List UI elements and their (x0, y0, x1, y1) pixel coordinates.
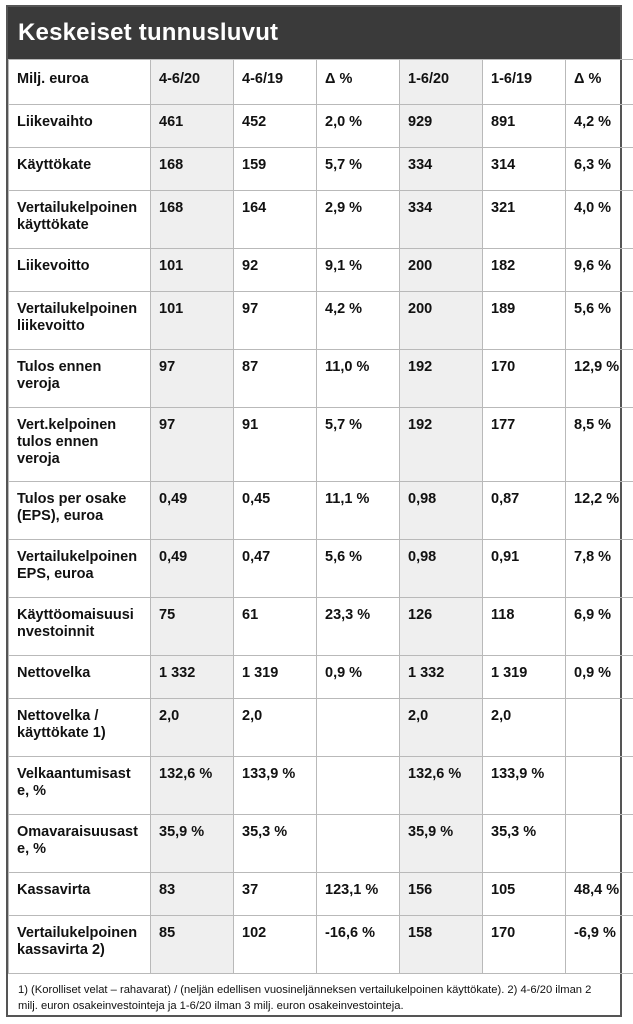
row-label: Käyttökate (9, 148, 151, 191)
table-cell: 2,0 (483, 699, 566, 757)
table-cell: 321 (483, 191, 566, 249)
table-cell (566, 699, 633, 757)
table-cell: 182 (483, 249, 566, 292)
table-cell: 11,0 % (317, 350, 400, 408)
table-cell: 891 (483, 105, 566, 148)
table-cell (317, 815, 400, 873)
table-row (9, 598, 633, 656)
header-cell: 4-6/19 (234, 60, 317, 105)
header-cell: Milj. euroa (9, 60, 151, 105)
table-cell: 5,7 % (317, 148, 400, 191)
table-cell (566, 757, 633, 815)
table-cell: 192 (400, 350, 483, 408)
table-cell: 164 (234, 191, 317, 249)
table-cell: 5,7 % (317, 408, 400, 482)
table-cell: 0,9 % (566, 656, 633, 699)
table-cell: 2,9 % (317, 191, 400, 249)
table-cell: 75 (151, 598, 234, 656)
table-cell: 156 (400, 873, 483, 916)
table-cell: 1 332 (151, 656, 234, 699)
table-cell: 83 (151, 873, 234, 916)
table-cell: 1 332 (400, 656, 483, 699)
table-row (9, 873, 633, 916)
table-cell: 5,6 % (566, 292, 633, 350)
table-cell: 168 (151, 191, 234, 249)
row-label: Nettovelka / käyttökate 1) (9, 699, 151, 757)
table-row (9, 148, 633, 191)
table-cell: 1 319 (483, 656, 566, 699)
table-cell: 0,91 (483, 540, 566, 598)
table-cell: 85 (151, 916, 234, 974)
table-cell: 334 (400, 191, 483, 249)
table-cell: 9,1 % (317, 249, 400, 292)
table-cell: 314 (483, 148, 566, 191)
table-cell: 87 (234, 350, 317, 408)
table-cell: 168 (151, 148, 234, 191)
table-cell: 118 (483, 598, 566, 656)
row-label: Omavaraisuusast e, % (9, 815, 151, 873)
table-row (9, 105, 633, 148)
table-row (9, 292, 633, 350)
table-cell: 6,9 % (566, 598, 633, 656)
table-cell: 102 (234, 916, 317, 974)
table-cell: 12,2 % (566, 482, 633, 540)
table-cell (566, 815, 633, 873)
table-cell: 105 (483, 873, 566, 916)
table-cell: 0,49 (151, 482, 234, 540)
table-cell: 97 (234, 292, 317, 350)
key-figures-table (8, 59, 633, 974)
row-label: Vert.kelpoinen tulos ennen veroja (9, 408, 151, 482)
table-cell: 12,9 % (566, 350, 633, 408)
table-cell: 0,47 (234, 540, 317, 598)
table-cell: 2,0 (234, 699, 317, 757)
table-cell: 133,9 % (234, 757, 317, 815)
table-cell: 334 (400, 148, 483, 191)
table-cell: 126 (400, 598, 483, 656)
table-cell: 123,1 % (317, 873, 400, 916)
table-row (9, 540, 633, 598)
header-cell: Δ % (317, 60, 400, 105)
table-cell: 35,9 % (151, 815, 234, 873)
row-label: Käyttöomaisuusi nvestoinnit (9, 598, 151, 656)
table-cell: 101 (151, 292, 234, 350)
table-cell: 929 (400, 105, 483, 148)
table-row (9, 191, 633, 249)
table-cell: 0,45 (234, 482, 317, 540)
table-cell: 9,6 % (566, 249, 633, 292)
table-cell: 170 (483, 350, 566, 408)
table-row (9, 916, 633, 974)
header-row (9, 60, 633, 105)
table-cell: 7,8 % (566, 540, 633, 598)
table-cell: 0,49 (151, 540, 234, 598)
table-cell: 101 (151, 249, 234, 292)
table-cell (317, 757, 400, 815)
table-cell: 132,6 % (400, 757, 483, 815)
table-cell: 133,9 % (483, 757, 566, 815)
table-cell: 4,2 % (566, 105, 633, 148)
row-label: Nettovelka (9, 656, 151, 699)
table-title: Keskeiset tunnusluvut (8, 7, 620, 59)
footnote: 1) (Korolliset velat – rahavarat) / (neljän edellisen vuosineljänneksen vertailukelpoinen käyttökate). 2) 4-6/20 ilman 2 milj. euron osakeinvestointeja ja 1-6/20 ilman 3 milj. euron osakeinvestointeja. (18, 984, 592, 1012)
table-row (9, 656, 633, 699)
header-cell: 4-6/20 (151, 60, 234, 105)
table-row (9, 815, 633, 873)
table-cell: 159 (234, 148, 317, 191)
table-cell: 158 (400, 916, 483, 974)
table-cell: 1 319 (234, 656, 317, 699)
table-cell: 192 (400, 408, 483, 482)
row-label: Vertailukelpoinen kassavirta 2) (9, 916, 151, 974)
table-cell: 61 (234, 598, 317, 656)
table-cell (317, 699, 400, 757)
table-row (9, 699, 633, 757)
table-cell: 4,0 % (566, 191, 633, 249)
table-row (9, 249, 633, 292)
table-cell: 0,87 (483, 482, 566, 540)
table-cell: 2,0 (151, 699, 234, 757)
header-cell: 1-6/20 (400, 60, 483, 105)
row-label: Vertailukelpoinen käyttökate (9, 191, 151, 249)
table-cell: 5,6 % (317, 540, 400, 598)
table-cell: 200 (400, 249, 483, 292)
table-row (9, 350, 633, 408)
header-cell: 1-6/19 (483, 60, 566, 105)
table-cell: -6,9 % (566, 916, 633, 974)
table-cell: 461 (151, 105, 234, 148)
table-cell: 452 (234, 105, 317, 148)
table-cell: 37 (234, 873, 317, 916)
table-cell: 6,3 % (566, 148, 633, 191)
row-label: Tulos per osake (EPS), euroa (9, 482, 151, 540)
table-cell: 0,9 % (317, 656, 400, 699)
table-cell: 0,98 (400, 540, 483, 598)
row-label: Liikevoitto (9, 249, 151, 292)
table-cell: 189 (483, 292, 566, 350)
table-cell: 170 (483, 916, 566, 974)
key-figures-card (6, 5, 622, 1017)
row-label: Tulos ennen veroja (9, 350, 151, 408)
table-cell: 35,3 % (483, 815, 566, 873)
table-cell: 11,1 % (317, 482, 400, 540)
row-label: Velkaantumisast e, % (9, 757, 151, 815)
table-cell: 200 (400, 292, 483, 350)
row-label: Kassavirta (9, 873, 151, 916)
table-cell: 97 (151, 408, 234, 482)
table-cell: 92 (234, 249, 317, 292)
row-label: Vertailukelpoinen EPS, euroa (9, 540, 151, 598)
table-cell: 2,0 (400, 699, 483, 757)
table-cell: 35,9 % (400, 815, 483, 873)
table-cell: 91 (234, 408, 317, 482)
table-row (9, 757, 633, 815)
table-cell: 48,4 % (566, 873, 633, 916)
table-cell: 35,3 % (234, 815, 317, 873)
table-row (9, 408, 633, 482)
table-cell: 177 (483, 408, 566, 482)
table-cell: 0,98 (400, 482, 483, 540)
table-cell: 132,6 % (151, 757, 234, 815)
row-label: Vertailukelpoinen liikevoitto (9, 292, 151, 350)
row-label: Liikevaihto (9, 105, 151, 148)
header-cell: Δ % (566, 60, 633, 105)
table-cell: 2,0 % (317, 105, 400, 148)
table-row (9, 482, 633, 540)
table-cell: 4,2 % (317, 292, 400, 350)
table-cell: 97 (151, 350, 234, 408)
table-cell: 23,3 % (317, 598, 400, 656)
table-cell: -16,6 % (317, 916, 400, 974)
table-cell: 8,5 % (566, 408, 633, 482)
